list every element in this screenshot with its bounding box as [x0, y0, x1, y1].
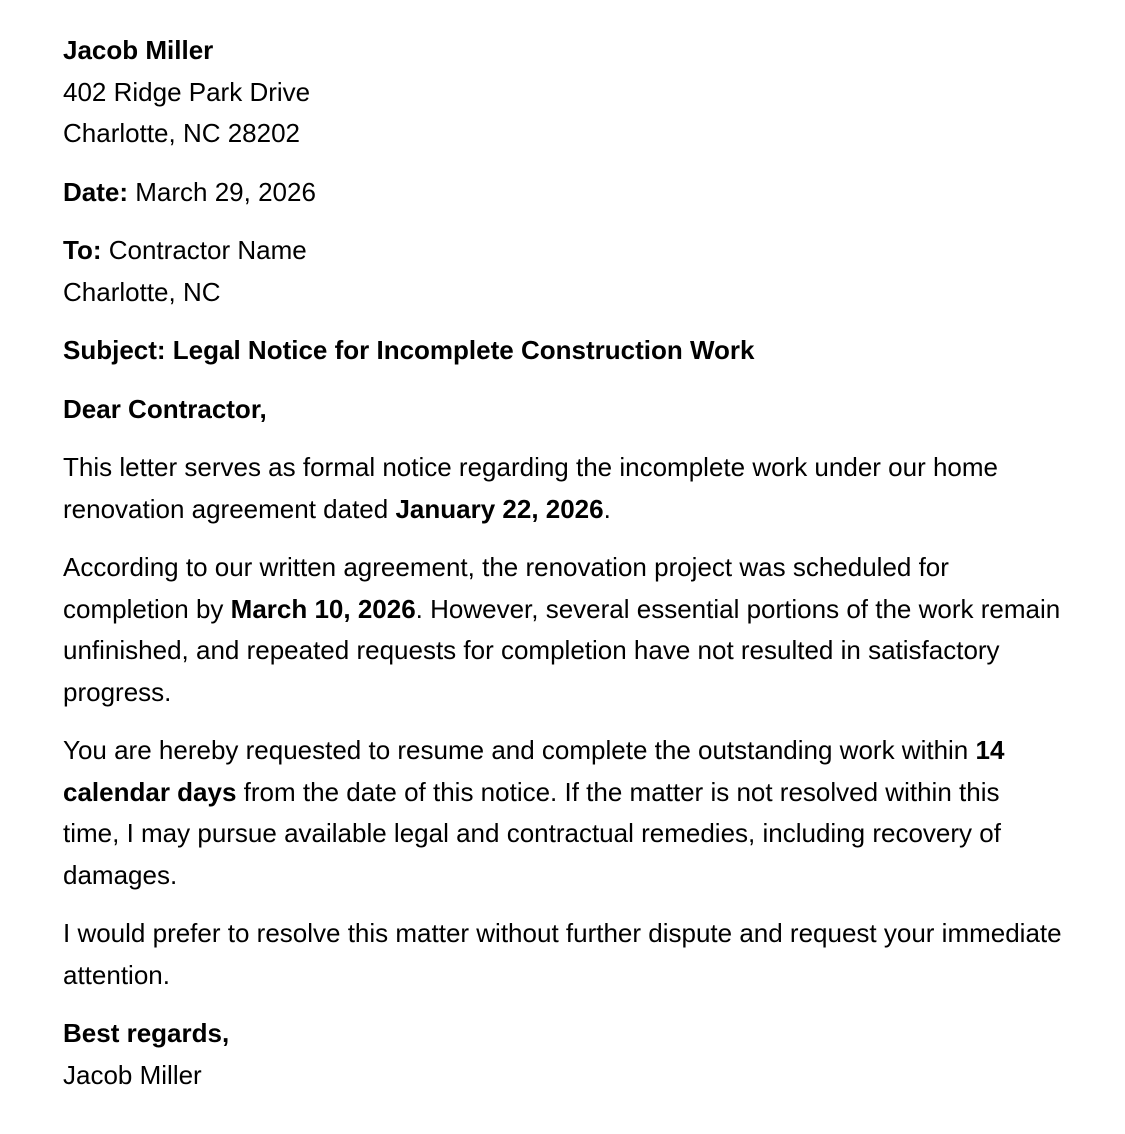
sign-off: Best regards, — [63, 1018, 230, 1048]
greeting: Dear Contractor, — [63, 393, 267, 424]
bold-text: 14 calendar days — [63, 735, 1005, 807]
recipient-label: To: — [63, 235, 102, 265]
signature: Jacob Miller — [63, 1059, 202, 1090]
sender-address-line2: Charlotte, NC 28202 — [63, 118, 301, 148]
sender-block — [63, 30, 1063, 155]
body-paragraph — [63, 447, 1063, 530]
recipient-line — [63, 230, 1063, 272]
text: This letter serves as formal notice regarding the incomplete work under our home renovation agreement dated — [63, 452, 998, 524]
date-label: Date: — [63, 176, 129, 207]
date-value: March 29, 2026 — [135, 176, 316, 207]
recipient-block — [63, 230, 1063, 313]
text: . However, several essential portions of the work remain unfinished, and repeated requests for completion have not resulted in satisfactory progress. — [63, 593, 1061, 707]
recipient-city: Charlotte, NC — [63, 276, 221, 307]
subject-line: Subject: Legal Notice for Incomplete Construction Work — [63, 335, 755, 365]
body-paragraph — [63, 730, 1063, 896]
text: According to our written agreement, the renovation project was scheduled for completion by — [63, 552, 949, 624]
bold-text: March 10, 2026 — [230, 593, 416, 624]
letter-body — [63, 447, 1063, 996]
body-paragraph — [63, 547, 1063, 713]
closing-block — [63, 1013, 1063, 1096]
text: You are hereby requested to resume and complete the outstanding work within — [63, 735, 976, 765]
sender-address-line1: 402 Ridge Park Drive — [63, 76, 311, 107]
text: I would prefer to resolve this matter without further dispute and request your immediate attention. — [63, 918, 1062, 990]
bold-text: January 22, 2026 — [395, 493, 604, 524]
body-paragraph — [63, 913, 1063, 996]
sender-name: Jacob Miller — [63, 35, 214, 65]
recipient-name: Contractor Name — [108, 235, 307, 265]
text: from the date of this notice. If the matter is not resolved within this time, I may pursue available legal and contractual remedies, including recovery of damages. — [63, 776, 1001, 890]
date-line — [63, 172, 1063, 214]
text: . — [603, 493, 611, 524]
